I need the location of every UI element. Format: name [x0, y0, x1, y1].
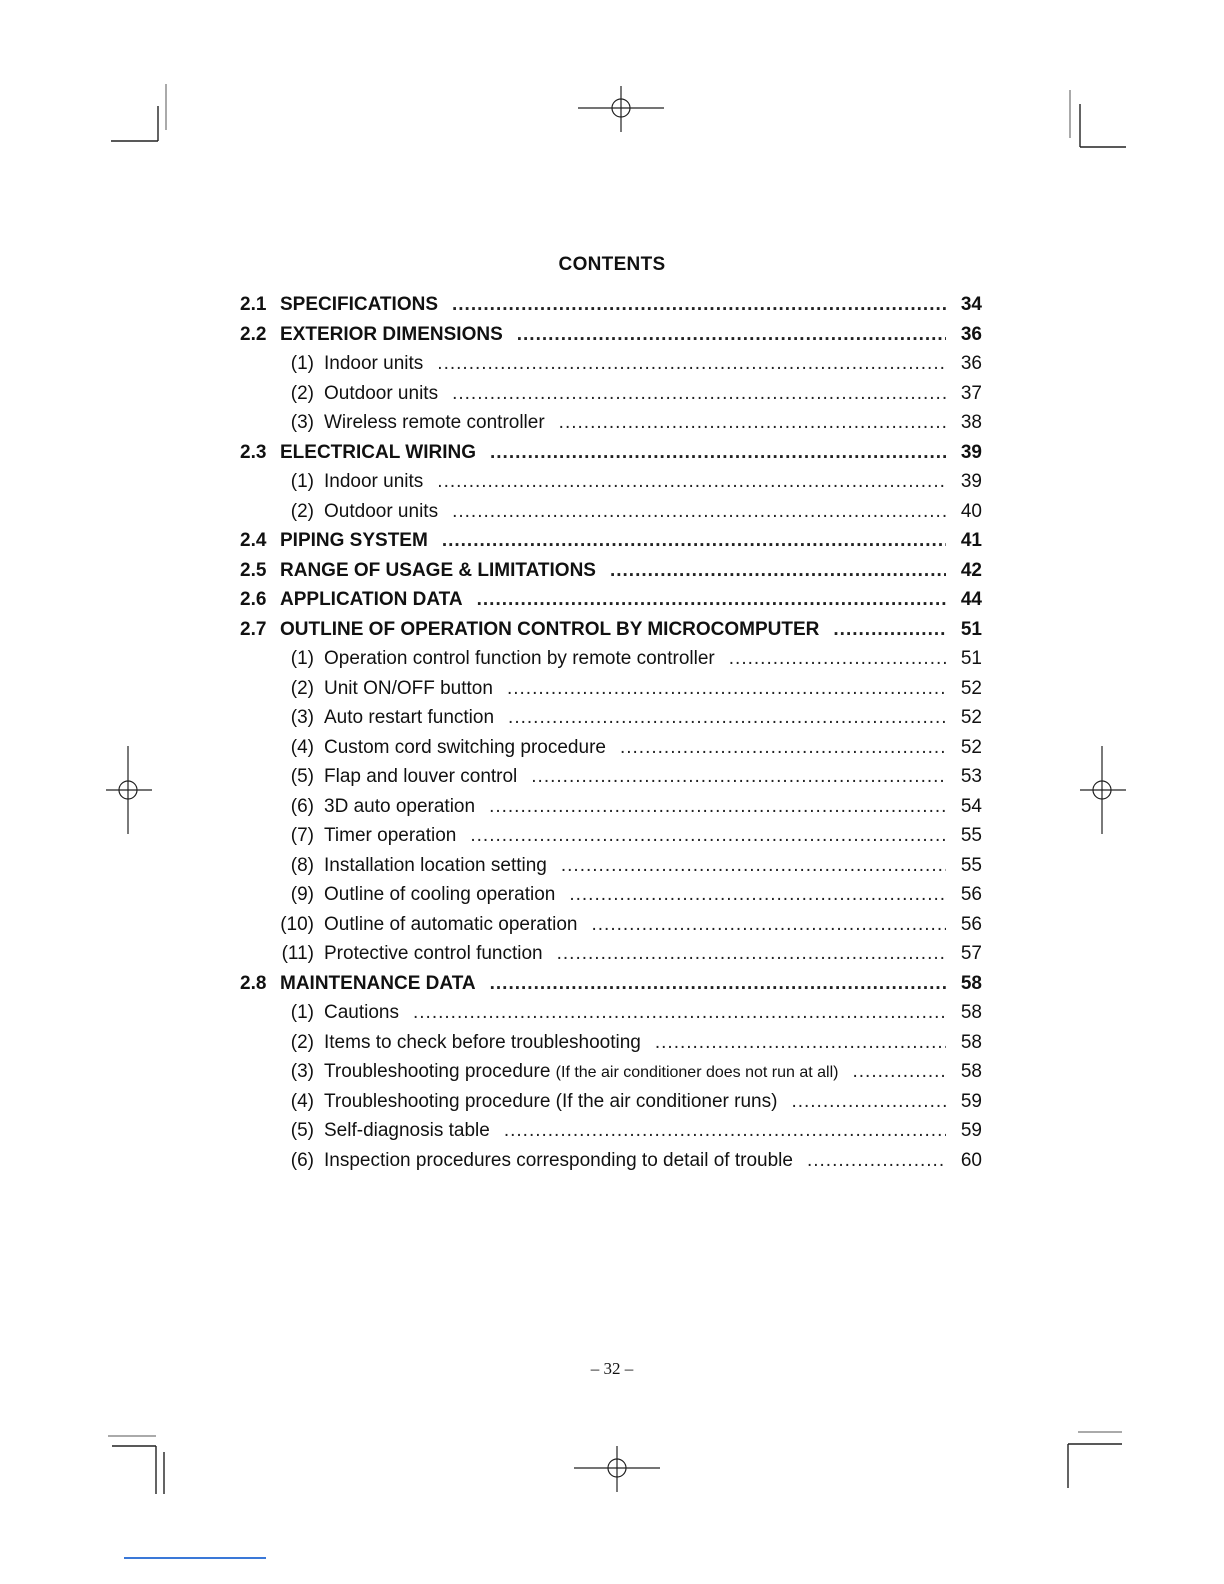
- toc-entry-label: [324, 737, 606, 759]
- toc-sub-entry: [240, 383, 982, 413]
- toc-entry-label-text: Outdoor units: [324, 382, 439, 404]
- toc-entry-label-text: Outline of automatic operation: [324, 913, 578, 935]
- toc-entry-label-text: MAINTENANCE DATA: [280, 972, 476, 994]
- toc-sub-entry: [240, 1120, 982, 1150]
- toc-section-entry: [240, 324, 982, 354]
- toc-entry-label: [324, 678, 493, 700]
- toc-entry-number: (6): [290, 1149, 314, 1171]
- toc-entry-number: (3): [290, 1061, 314, 1082]
- toc-entry-label-text: OUTLINE OF OPERATION CONTROL BY MICROCOMPUTER: [280, 618, 820, 640]
- toc-entry-page-number: 34: [960, 294, 982, 315]
- toc-entry-label-text: Wireless remote controller: [324, 412, 545, 433]
- toc-sub-entry: [240, 1032, 982, 1062]
- registration-mark-right: [1078, 746, 1128, 836]
- toc-entry-label-text: Auto restart function: [324, 707, 495, 728]
- crop-mark-bottom-right: [1064, 1428, 1126, 1490]
- toc-entry-number: (1): [290, 648, 314, 669]
- dot-leader: [559, 412, 946, 434]
- crop-mark-bottom-left: [106, 1432, 168, 1496]
- toc-sub-entry: [240, 1061, 982, 1091]
- toc-entry-page-number: 36: [960, 323, 982, 345]
- toc-entry-number: 2.7: [240, 618, 267, 640]
- toc-entry-label-text: Outdoor units: [324, 500, 439, 522]
- toc-entry-page-number: 44: [960, 589, 982, 610]
- toc-entry-label: [280, 324, 503, 346]
- dot-leader: [452, 294, 946, 316]
- page-number: – 32 –: [590, 1359, 634, 1378]
- toc-entry-label-text: Timer operation: [324, 825, 457, 846]
- dot-leader: [853, 1061, 947, 1083]
- toc-entry-number: 2.1: [240, 294, 267, 315]
- toc-entry-number: 2.4: [240, 530, 267, 551]
- toc-entry-label: [324, 943, 543, 965]
- toc-sub-entry: [240, 412, 982, 442]
- toc-sub-entry: [240, 501, 982, 531]
- toc-entry-label: [280, 294, 438, 316]
- toc-sub-entry: [240, 796, 982, 826]
- toc-entry-page-number: 39: [960, 471, 982, 492]
- toc-entry-label-note: (If the air conditioner does not run at all): [555, 1064, 839, 1081]
- toc-entry-label-text: Troubleshooting procedure (If the air conditioner runs): [324, 1090, 778, 1112]
- toc-entry-page-number: 54: [960, 795, 982, 817]
- toc-entry-label-text: Cautions: [324, 1002, 399, 1023]
- toc-entry-label: [324, 766, 517, 788]
- toc-entry-page-number: 55: [960, 854, 982, 876]
- toc-entry-page-number: 60: [960, 1149, 982, 1171]
- dot-leader: [592, 914, 947, 936]
- toc-entry-label-text: Self-diagnosis table: [324, 1120, 490, 1141]
- toc-entry-number: (5): [290, 1120, 314, 1141]
- toc-entry-page-number: 41: [960, 530, 982, 551]
- toc-sub-entry: [240, 1002, 982, 1032]
- toc-entry-label-text: PIPING SYSTEM: [280, 530, 428, 551]
- toc-entry-page-number: 37: [960, 382, 982, 404]
- toc-entry-label: [324, 825, 456, 847]
- toc-section-entry: [240, 442, 982, 472]
- toc-entry-label: [324, 1002, 399, 1024]
- dot-leader: [490, 442, 946, 464]
- toc-entry-label: [324, 707, 494, 729]
- toc-entry-label: [324, 471, 423, 493]
- toc-entry-page-number: 51: [960, 648, 982, 669]
- crop-mark-top-right: [1066, 90, 1128, 152]
- dot-leader: [620, 737, 946, 759]
- toc-entry-number: (2): [290, 382, 314, 404]
- toc-entry-page-number: 36: [960, 353, 982, 374]
- toc-entry-label-text: Troubleshooting procedure: [324, 1061, 551, 1082]
- toc-entry-label-text: EXTERIOR DIMENSIONS: [280, 323, 503, 345]
- toc-entry-number: 2.3: [240, 441, 267, 463]
- toc-entry-label: [324, 1120, 490, 1142]
- page-title: CONTENTS: [558, 254, 666, 275]
- toc-entry-label: [324, 1061, 839, 1083]
- toc-entry-page-number: 52: [960, 736, 982, 758]
- toc-entry-label: [324, 914, 578, 936]
- toc-entry-number: (1): [290, 471, 314, 492]
- toc-entry-page-number: 39: [960, 441, 982, 463]
- toc-entry-label: [324, 412, 545, 434]
- toc-entry-number: (1): [290, 1002, 314, 1023]
- toc-entry-number: 2.6: [240, 589, 267, 610]
- toc-entry-label-text: Indoor units: [324, 471, 424, 492]
- crop-mark-top-left: [108, 84, 170, 144]
- dot-leader: [561, 855, 946, 877]
- toc-sub-entry: [240, 648, 982, 678]
- dot-leader: [569, 884, 946, 906]
- toc-sub-entry: [240, 1150, 982, 1180]
- toc-entry-label: [280, 589, 463, 611]
- dot-leader: [729, 648, 946, 670]
- toc-entry-page-number: 40: [960, 500, 982, 522]
- registration-mark-top: [576, 86, 666, 134]
- toc-sub-entry: [240, 471, 982, 501]
- toc-entry-label: [280, 973, 476, 995]
- toc-entry-label-text: 3D auto operation: [324, 795, 476, 817]
- scan-underline-mark: [124, 1557, 266, 1559]
- dot-leader: [655, 1032, 946, 1054]
- dot-leader: [490, 973, 946, 995]
- toc-sub-entry: [240, 914, 982, 944]
- dot-leader: [791, 1091, 946, 1113]
- toc-entry-label: [324, 796, 475, 818]
- toc-entry-number: 2.5: [240, 559, 267, 581]
- toc-entry-number: 2.2: [240, 323, 267, 345]
- toc-entry-page-number: 53: [960, 766, 982, 787]
- toc-entry-number: (10): [280, 913, 314, 935]
- toc-entry-label: [324, 648, 715, 670]
- toc-entry-label-text: Custom cord switching procedure: [324, 736, 606, 758]
- toc-entry-number: (4): [290, 736, 314, 758]
- toc-entry-label-text: ELECTRICAL WIRING: [280, 441, 476, 463]
- toc-entry-label-text: Indoor units: [324, 353, 424, 374]
- dot-leader: [437, 353, 946, 375]
- toc-entry-label: [280, 619, 819, 641]
- toc-sub-entry: [240, 707, 982, 737]
- toc-entry-number: (3): [290, 707, 314, 728]
- toc-entry-label-text: Flap and louver control: [324, 766, 518, 787]
- toc-entry-label: [324, 1032, 641, 1054]
- toc-entry-number: (1): [290, 353, 314, 374]
- toc-entry-page-number: 52: [960, 677, 982, 699]
- toc-entry-label-text: Inspection procedures corresponding to detail of trouble: [324, 1149, 793, 1171]
- dot-leader: [610, 560, 946, 582]
- toc-entry-label: [324, 1150, 793, 1172]
- toc-entry-label: [324, 884, 555, 906]
- dot-leader: [531, 766, 946, 788]
- toc-sub-entry: [240, 766, 982, 796]
- toc-entry-label-text: Installation location setting: [324, 854, 547, 876]
- dot-leader: [489, 796, 946, 818]
- toc-entry-page-number: 57: [960, 943, 982, 964]
- dot-leader: [470, 825, 946, 847]
- dot-leader: [477, 589, 946, 611]
- toc-entry-label: [324, 855, 547, 877]
- toc-entry-number: (8): [290, 854, 314, 876]
- dot-leader: [452, 383, 946, 405]
- dot-leader: [437, 471, 946, 493]
- toc-entry-page-number: 55: [960, 825, 982, 846]
- toc-sub-entry: [240, 884, 982, 914]
- toc-entry-page-number: 52: [960, 707, 982, 728]
- toc-entry-label-text: Outline of cooling operation: [324, 884, 556, 905]
- toc-entry-page-number: 59: [960, 1120, 982, 1141]
- toc-sub-entry: [240, 1091, 982, 1121]
- toc-entry-label: [324, 353, 423, 375]
- toc-entry-label-text: Protective control function: [324, 943, 543, 964]
- table-of-contents: [240, 294, 982, 1179]
- toc-sub-entry: [240, 353, 982, 383]
- toc-entry-label: [280, 442, 476, 464]
- toc-entry-label: [280, 560, 596, 582]
- toc-entry-page-number: 38: [960, 412, 982, 433]
- dot-leader: [833, 619, 946, 641]
- toc-section-entry: [240, 589, 982, 619]
- toc-entry-number: (2): [290, 1031, 314, 1053]
- toc-entry-page-number: 59: [960, 1090, 982, 1112]
- toc-entry-label: [324, 501, 438, 523]
- dot-leader: [504, 1120, 946, 1142]
- dot-leader: [413, 1002, 946, 1024]
- dot-leader: [452, 501, 946, 523]
- toc-entry-number: (5): [290, 766, 314, 787]
- toc-section-entry: [240, 530, 982, 560]
- toc-entry-page-number: 58: [960, 972, 982, 994]
- toc-entry-page-number: 42: [960, 559, 982, 581]
- dot-leader: [508, 707, 946, 729]
- toc-entry-number: (4): [290, 1090, 314, 1112]
- toc-sub-entry: [240, 678, 982, 708]
- toc-entry-label-text: RANGE OF USAGE & LIMITATIONS: [280, 559, 596, 581]
- toc-entry-label-text: SPECIFICATIONS: [280, 294, 438, 315]
- toc-entry-number: (3): [290, 412, 314, 433]
- toc-entry-label-text: Items to check before troubleshooting: [324, 1031, 641, 1053]
- toc-entry-label: [280, 530, 428, 552]
- dot-leader: [557, 943, 946, 965]
- toc-entry-page-number: 58: [960, 1031, 982, 1053]
- toc-section-entry: [240, 560, 982, 590]
- toc-entry-page-number: 56: [960, 884, 982, 905]
- toc-entry-number: (11): [281, 943, 314, 964]
- toc-entry-page-number: 56: [960, 913, 982, 935]
- toc-entry-label-text: APPLICATION DATA: [280, 589, 463, 610]
- toc-section-entry: [240, 294, 982, 324]
- toc-entry-label: [324, 1091, 777, 1113]
- toc-entry-number: (2): [290, 500, 314, 522]
- registration-mark-bottom: [572, 1446, 662, 1494]
- toc-entry-page-number: 58: [960, 1061, 982, 1082]
- dot-leader: [517, 324, 946, 346]
- toc-entry-label: [324, 383, 438, 405]
- dot-leader: [442, 530, 946, 552]
- toc-sub-entry: [240, 943, 982, 973]
- toc-section-entry: [240, 619, 982, 649]
- toc-entry-number: 2.8: [240, 972, 267, 994]
- toc-entry-page-number: 51: [960, 618, 982, 640]
- toc-entry-number: (6): [290, 795, 314, 817]
- dot-leader: [807, 1150, 946, 1172]
- toc-entry-number: (7): [290, 825, 314, 846]
- registration-mark-left: [104, 746, 154, 836]
- toc-entry-label-text: Operation control function by remote controller: [324, 648, 715, 669]
- toc-entry-number: (9): [290, 884, 314, 905]
- toc-entry-label-text: Unit ON/OFF button: [324, 677, 493, 699]
- toc-sub-entry: [240, 855, 982, 885]
- toc-section-entry: [240, 973, 982, 1003]
- toc-sub-entry: [240, 825, 982, 855]
- toc-entry-number: (2): [290, 677, 314, 699]
- toc-entry-page-number: 58: [960, 1002, 982, 1023]
- toc-sub-entry: [240, 737, 982, 767]
- dot-leader: [507, 678, 946, 700]
